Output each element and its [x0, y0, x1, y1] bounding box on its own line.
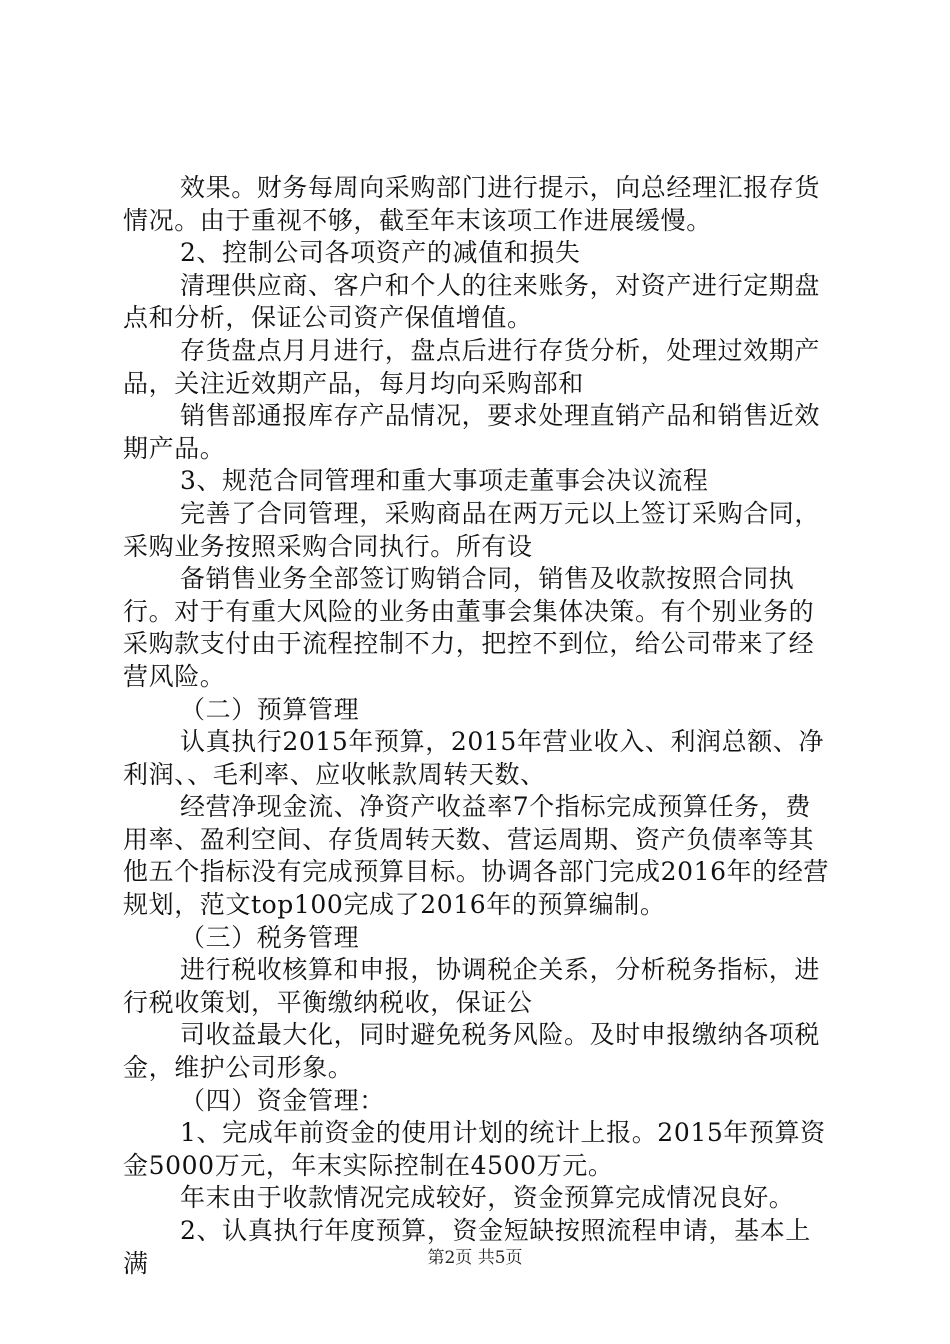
paragraph: 2、认真执行年度预算，资金短缺按照流程申请，基本上满 [123, 1216, 811, 1278]
section-heading: （四）资金管理： [180, 1085, 385, 1115]
paragraph: 效果。财务每周向采购部门进行提示，向总经理汇报存货情况。由于重视不够，截至年末该项工作进展缓慢。 [123, 173, 821, 235]
paragraph: 1、完成年前资金的使用计划的统计上报。2015年预算资金5000万元，年末实际控制在4500万元。 [123, 1118, 826, 1180]
page-footer: 第2页 共5页 [427, 1248, 523, 1268]
paragraph: 销售部通报库存产品情况，要求处理直销产品和销售近效期产品。 [123, 401, 821, 463]
document-body [123, 172, 833, 1280]
paragraph: 年末由于收款情况完成较好，资金预算完成情况良好。 [180, 1183, 795, 1213]
section-heading: （三）税务管理 [180, 922, 360, 952]
paragraph: 认真执行2015年预算，2015年营业收入、利润总额、净利润、、毛利率、应收帐款周转天数、 [123, 727, 825, 789]
paragraph: 完善了合同管理，采购商品在两万元以上签订采购合同，采购业务按照采购合同执行。所有设 [123, 498, 821, 561]
paragraph: 司收益最大化，同时避免税务风险。及时申报缴纳各项税金，维护公司形象。 [123, 1020, 821, 1083]
paragraph: 备销售业务全部签订购销合同，销售及收款按照合同执行。对于有重大风险的业务由董事会集体决策。有个别业务的采购款支付由于流程控制不力，把控不到位，给公司带来了经营风险。 [123, 564, 815, 691]
section-heading: 3、规范合同管理和重大事项走董事会决议流程 [180, 466, 709, 496]
paragraph: 进行税收核算和申报，协调税企关系，分析税务指标，进行税收策划，平衡缴纳税收，保证公 [123, 955, 821, 1017]
section-heading: （二）预算管理 [180, 694, 360, 724]
paragraph: 存货盘点月月进行，盘点后进行存货分析，处理过效期产品，关注近效期产品，每月均向采购部和 [123, 335, 821, 398]
section-heading: 2、控制公司各项资产的减值和损失 [180, 238, 581, 268]
paragraph: 清理供应商、客户和个人的往来账务，对资产进行定期盘点和分析，保证公司资产保值增值。 [123, 270, 821, 333]
paragraph: 经营净现金流、净资产收益率7个指标完成预算任务，费用率、盈利空间、存货周转天数、营运周期、资产负债率等其他五个指标没有完成预算目标。协调各部门完成2016年的经营规划，范文top100完成了2016年的预算编制。 [123, 792, 830, 920]
